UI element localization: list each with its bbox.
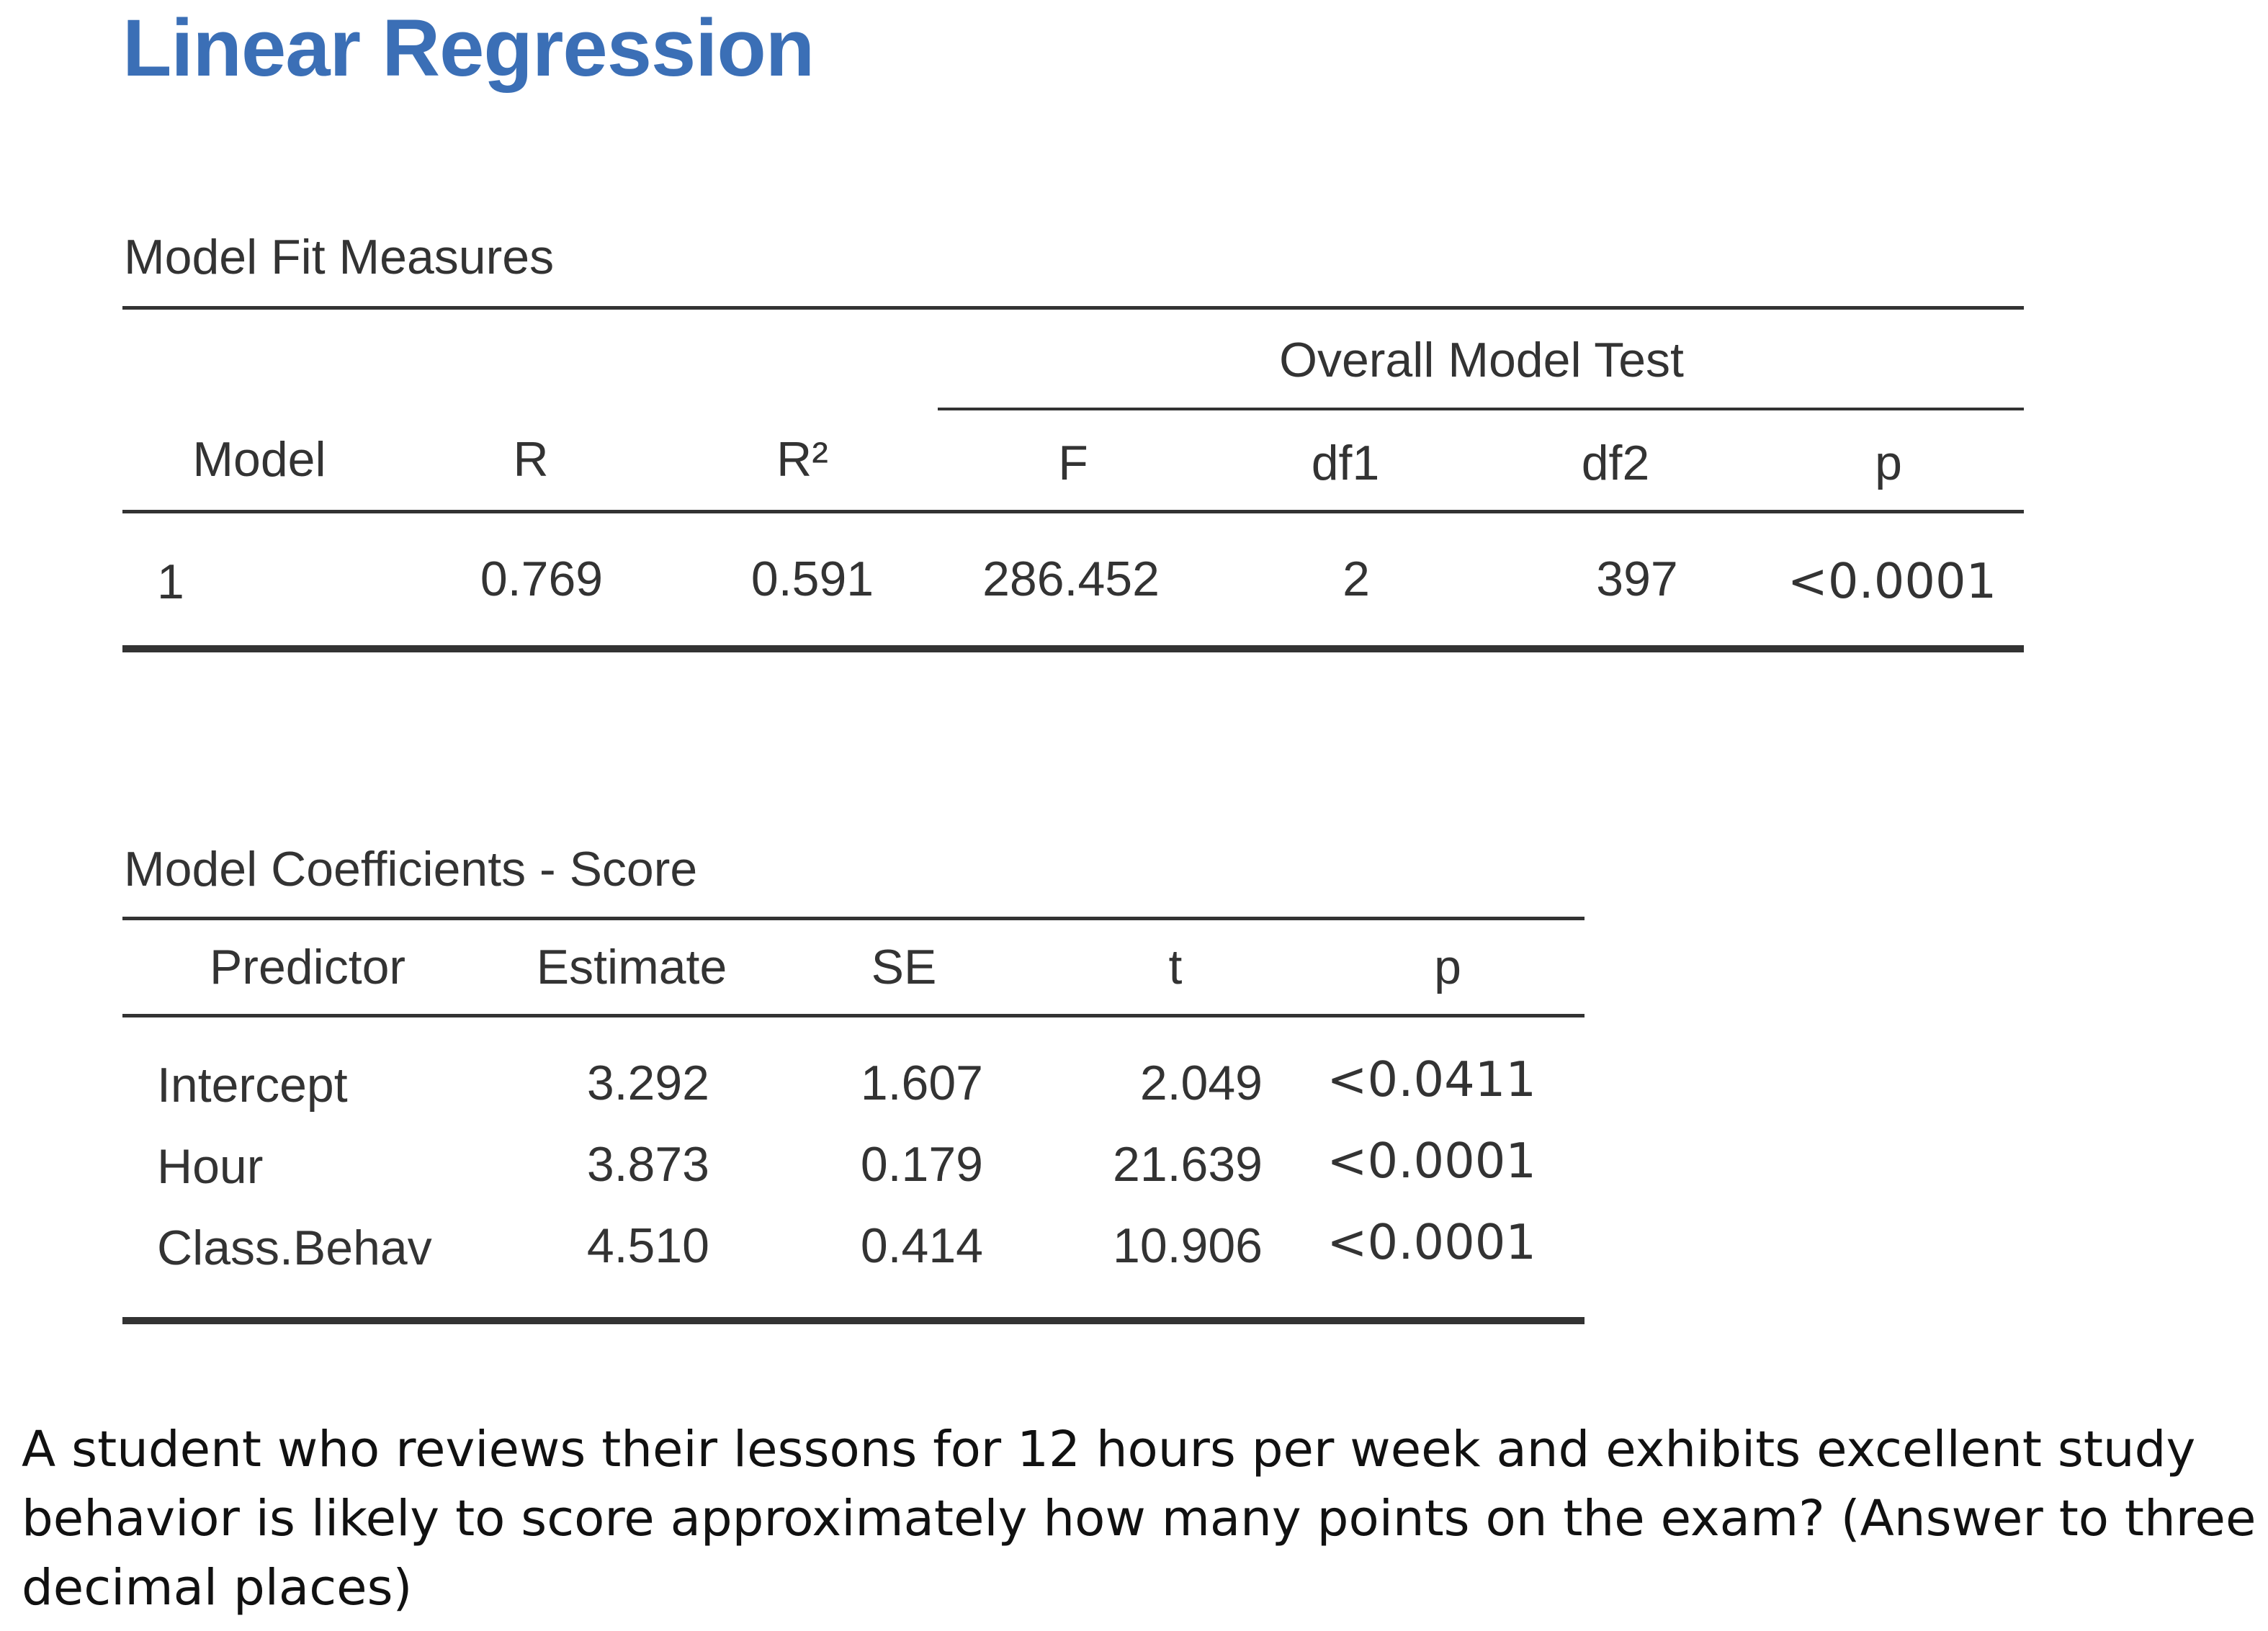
p-class-behav: <0.0001 xyxy=(1327,1214,1536,1270)
col-header-t: t xyxy=(1168,940,1183,994)
model-fit-bottom-rule xyxy=(122,645,2024,652)
coefficients-heading: Model Coefficients - Score xyxy=(124,842,698,897)
estimate-hour: 3.873 xyxy=(586,1137,709,1192)
model-fit-header-rule xyxy=(122,510,2024,513)
model-fit-heading: Model Fit Measures xyxy=(124,230,555,284)
col-header-r-squared: R² xyxy=(776,432,828,487)
question-line-1: A student who reviews their lessons for 12 hours per week and exhibits excellent study xyxy=(22,1421,2196,1478)
fit-r-value: 0.769 xyxy=(480,552,604,606)
se-intercept: 1.607 xyxy=(860,1056,983,1110)
estimate-class-behav: 4.510 xyxy=(586,1218,709,1273)
col-header-df1: df1 xyxy=(1311,436,1380,490)
fit-f-value: 286.452 xyxy=(982,552,1160,606)
col-header-df2: df2 xyxy=(1581,436,1650,490)
col-header-f: F xyxy=(1058,436,1088,490)
page-title: Linear Regression xyxy=(122,3,815,93)
question-line-3: decimal places) xyxy=(22,1559,413,1617)
col-header-estimate: Estimate xyxy=(536,940,727,994)
col-header-predictor: Predictor xyxy=(209,940,406,994)
question-line-2: behavior is likely to score approximately how many points on the exam? (Answer to three xyxy=(22,1490,2256,1547)
overall-model-test-rule xyxy=(938,408,2024,410)
t-hour: 21.639 xyxy=(1113,1137,1263,1192)
fit-p-value: <0.0001 xyxy=(1787,553,1997,609)
col-header-p-coef: p xyxy=(1434,940,1461,994)
fit-df1-value: 2 xyxy=(1343,552,1370,606)
fit-r-squared-value: 0.591 xyxy=(750,552,874,606)
model-fit-top-rule xyxy=(122,306,2024,310)
question-text xyxy=(22,1415,2254,1622)
col-header-model: Model xyxy=(192,432,326,487)
se-hour: 0.179 xyxy=(860,1137,983,1192)
col-header-se: SE xyxy=(871,940,937,994)
estimate-intercept: 3.292 xyxy=(586,1056,709,1110)
coefficients-top-rule xyxy=(122,917,1585,920)
predictor-hour: Hour xyxy=(157,1139,264,1194)
se-class-behav: 0.414 xyxy=(860,1218,983,1273)
predictor-class-behav: Class.Behav xyxy=(157,1221,432,1275)
t-class-behav: 10.906 xyxy=(1113,1218,1263,1273)
coefficients-header-rule xyxy=(122,1014,1585,1017)
fit-model-value: 1 xyxy=(157,554,184,609)
overall-model-test-header: Overall Model Test xyxy=(1279,333,1684,387)
predictor-intercept: Intercept xyxy=(157,1058,348,1113)
p-hour: <0.0001 xyxy=(1327,1133,1536,1189)
fit-df2-value: 397 xyxy=(1596,552,1678,606)
col-header-r: R xyxy=(513,432,549,487)
coefficients-bottom-rule xyxy=(122,1317,1585,1324)
t-intercept: 2.049 xyxy=(1139,1056,1263,1110)
col-header-p: p xyxy=(1875,436,1902,490)
p-intercept: <0.0411 xyxy=(1327,1051,1536,1107)
